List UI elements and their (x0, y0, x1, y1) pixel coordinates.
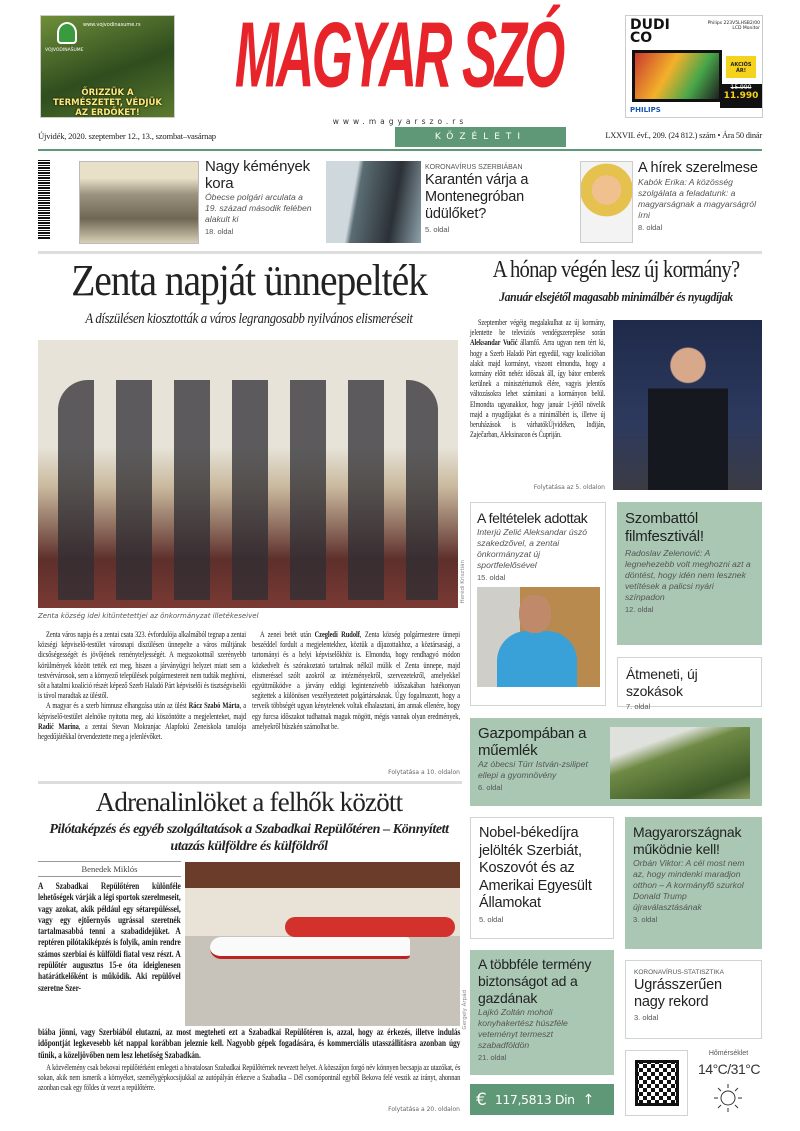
monitor-image (632, 50, 722, 102)
box-page: 7. oldal (626, 702, 651, 711)
lead-headline-text: Zenta napját ünnepelték (71, 256, 427, 305)
gov-headline[interactable] (490, 256, 741, 284)
lead-photo[interactable] (38, 340, 458, 608)
text: államfő. Arra ugyan nem tért ki, hogy a Szerb Haladó Párt egyedül, vagy koalícióban alakít majd kormányt, viszont elmondta, hogy a kormány előtt nehéz időszak áll, így bátor emberek kerülnek a minisztériumok élére, vagyis jelentős változásokra lehet számítani a kormányon belül. Elmondta ugyanakkor, hogy január 1-jétől növelik majd a nyugdíjakat és a minimálbért is, illetve új beruházások is várhatókÚjvidéken, Inđiján, Zaječarban, Aleksinacon és Ćupriján. (470, 338, 606, 440)
box-page: 6. oldal (478, 783, 503, 792)
airport-headline[interactable] (38, 786, 460, 818)
teaser-title: A hírek szerelmese (638, 160, 758, 176)
teaser-quarantine[interactable] (425, 163, 555, 235)
box-subtitle: Orbán Viktor: A cél most nem az, hogy mindenki maradjon otthon – A kormányfő szurkol Donald Trump újraválasztásának (633, 858, 745, 912)
box-nobel[interactable] (470, 817, 614, 939)
ad-maker: PHILIPS (630, 106, 661, 114)
lead-continued[interactable]: Folytatása a 10. oldalon (388, 769, 460, 776)
box-title: A feltételek adottak (477, 510, 588, 526)
barcode (38, 160, 50, 240)
teaser-kicker: KORONAVÍRUS SZERBIÁBAN (425, 164, 523, 171)
paragraph: Zenta város napja és a zentai csata 323. évfordulója alkalmából tegnap a zentai községi képviselő-testület városnapi díszülésen ünnepelte a város múltjának dicsőségességét és jövőjének reményteljességét. A megszokottnál szerényebb körülmények között tették ezt meg, hiszen a járványügyi helyzet miatt sem a testvérvárosok, sem a környező települések polgármestereit nem tudták meghívni, sőt a hatalmi koalíció részét képező Szerb Haladó Párt képviselői és tisztségviselői is távol maradtak az üléstől. (38, 630, 246, 701)
person-name: Aleksandar Vučić (470, 338, 518, 348)
gov-photo[interactable] (613, 320, 762, 490)
box-habits[interactable] (617, 657, 762, 711)
price: 11.990 (723, 91, 759, 101)
lead-subhead (63, 310, 434, 328)
airport-subhead: Pilótaképzés és egyéb szolgáltatások a Szabadkai Repülőtéren – Könnyített utazás külföldre és külföldről (49, 822, 449, 854)
divider (38, 781, 462, 784)
face (519, 595, 551, 633)
box-film[interactable] (617, 502, 762, 645)
issue-info: LXXVII. évf., 209. (24 812.) szám • Ára 50 dinár (605, 131, 762, 140)
box-covid[interactable] (625, 960, 762, 1039)
airport-lead-a: A Szabadkai Repülőtéren különféle lehetőségek várják a légi sportok szerelmeseit, vagy azokat, akik például egy sétarepüléssel, vagy egy ejtőernyős ugrással szeretnék tartalmasabbá tenni a szabadidejüket. A reptéren pilótakiképzés is folyik, amin rendre számos szerbiai és külföldi fiatal vesz részt. A repülőtér augusztus 15-e óta ideiglenesen határátkelőként is működik. Aki repülővel szeretne Szer- (38, 881, 181, 993)
teaser-image-portrait[interactable] (580, 161, 633, 243)
sun-icon (713, 1083, 743, 1113)
ad-badge: AKCIÓS ÁR! (726, 56, 756, 78)
box-subtitle: Radoslav Zelenović: A legnehezebb volt meghozni azt a döntést, hogy idén nem lesznek vetítések a palicsi nyári színpadon (625, 548, 751, 602)
ad-vojvodinasume[interactable] (40, 15, 175, 118)
teaser-subtitle: Óbecse polgári arculata a 19. század második felében alakult ki (205, 192, 312, 224)
gov-body (470, 318, 605, 440)
box-subtitle: Lajkó Zoltán moholi konyhakertész húszféle veteményt termeszt szabadföldön (478, 1007, 568, 1050)
box-hungary[interactable] (625, 817, 762, 949)
lead-caption: Zenta község idei kitüntetettjei az önkormányzat illetékeseivel (38, 612, 259, 620)
logo-text: MAGYAR SZÓ (235, 4, 563, 108)
text: A magyar és a szerb himnusz elhangzása után az ülést (46, 701, 189, 711)
box-title: Átmeneti, új szokások (626, 666, 698, 699)
divider (38, 251, 762, 254)
ad-product: Philips 223V5LHSB2/00 LCD Monitor (707, 21, 760, 31)
airport-headline-text: Adrenalinlöket a felhők között (95, 787, 403, 817)
tree-logo-icon (57, 22, 77, 44)
blue-shirt (497, 631, 577, 687)
ad-url: www.vojvodinasume.rs (83, 22, 141, 28)
lead-subhead-text: A díszülésen kiosztották a város legrangosabb nyilvános elismeréseit (85, 311, 413, 327)
box-page: 5. oldal (479, 914, 504, 924)
box-crops[interactable] (470, 950, 614, 1075)
box-page: 12. oldal (625, 605, 654, 614)
text: , a zentai Stevan Mokranjac Alapfokú Zeneiskola tanulója hegedűjátékkal örvendeztette meg a jelenlévőket. (38, 721, 247, 742)
speaker-figure (648, 345, 728, 490)
masthead-rule (38, 149, 762, 151)
paragraph (252, 630, 460, 732)
box-page: 15. oldal (477, 573, 506, 582)
people-silhouettes (58, 380, 438, 600)
dateline: Újvidék, 2020. szeptember 12., 13., szombat–vasárnap (38, 131, 216, 141)
person-name: Rácz Szabó Márta (188, 701, 240, 711)
teaser-chimneys[interactable] (205, 158, 317, 237)
paragraph (38, 701, 246, 742)
gov-subhead (485, 289, 748, 305)
gov-continued[interactable]: Folytatása az 5. oldalon (533, 484, 605, 491)
box-title: Szombattól filmfesztivál! (625, 510, 704, 545)
box-kicker: KORONAVÍRUS-STATISZTIKA (634, 969, 724, 976)
box-weeds[interactable] (470, 718, 762, 806)
teaser-page: 5. oldal (425, 225, 450, 234)
ad-brand: DUDICO (630, 17, 670, 46)
old-price: 15.990 (730, 84, 752, 91)
person-name: Radić Marina (38, 721, 79, 731)
weather-temps: 14°C/31°C (698, 1061, 760, 1077)
airport-lead-b: biába jönni, vagy Szerbiából elutazni, az most megteheti ezt a Szabadkai Repülőtéren is, azzal, hogy az érkezés, illetve indulás időpontját legkevesebb két nappal korábban jeleznie kell. Nagyobb gépek fogadására, és kommerciális utasszállításra azonban úgy tűnik, a közeljövőben nem lesz lehetőség Szabadkán. (38, 1027, 461, 1060)
byline: Benedek Miklós (38, 861, 181, 877)
photo-credit: Gergely Árpád (462, 990, 468, 1030)
box-title: Gazpompában a műemlék (478, 725, 587, 759)
ad-slogan: ŐRIZZÜK A TERMÉSZETET, VÉDJÜK AZ ERDŐKET! (53, 88, 162, 118)
box-title: A többféle termény biztonságot ad a gazdának (478, 956, 592, 1006)
lead-headline[interactable] (59, 256, 439, 306)
gov-headline-text: A hónap végén lesz új kormány? (492, 257, 740, 283)
tagline-bar: KÖZÉLETI NAPILAP (395, 127, 566, 147)
qr-pattern (635, 1060, 679, 1106)
swim-coach-photo (477, 587, 600, 687)
gov-subhead-text: Január elsejétől magasabb minimálbér és nyugdíjak (499, 289, 733, 304)
ad-dudico-monitor[interactable] (625, 15, 763, 118)
box-subtitle: Interjú Zelić Aleksandar úszó szakedzővel, a zentai önkormányzat új sportfelelősével (477, 527, 588, 570)
teaser-title: Karantén várja a Montenegróban üdülőket? (425, 172, 529, 222)
teaser-page: 8. oldal (638, 223, 663, 232)
euro-icon: € (476, 1089, 487, 1110)
teaser-page: 18. oldal (205, 227, 234, 236)
text: A zenei betét után (260, 630, 315, 639)
airport-continued[interactable]: Folytatása a 20. oldalon (388, 1106, 460, 1113)
text: , Zenta község polgármestere ünnepi beszéddel fordult a megjelentekhez, köztük a díjazottakhoz, a köztársasági, a tartományi és a helyi képviselőkhöz is. Elmondta, hogy rendhagyó módon közkedvelt és szórakoztató tartalmak nélkül múlik el Zenta ünnepe, majd elismeréssel szólt azokról az intézményekről, szervezetekről, amelyekkel együttműködve a járvány eddigi legintenzívebb időszakában hatékonyan segítettek a különösen veszélyeztetett polgártársaknak. Úgy fogalmazott, hogy a terveik többségét ugyan kénytelenek voltak elhalasztani, ám annak ellenére, hogy egy furcsa időszakot tudhatnak maguk mögött, mégis vannak olyan eredmények, amelyekről büszkén számolhat be. (252, 630, 461, 731)
exchange-rate-bar (470, 1084, 614, 1115)
person-name: Czegledi Rudolf (314, 630, 360, 639)
site-url[interactable]: www.magyarszo.rs (332, 117, 468, 126)
text: , a képviselő-testület alelnöke nyitotta meg, aki köszöntötte a megjelenteket, majd (38, 701, 247, 721)
masthead-logo[interactable] (213, 4, 585, 110)
teaser-image-quarantine[interactable] (326, 161, 421, 243)
white-plane (210, 937, 410, 959)
weather-label: Hőmérséklet (708, 1050, 749, 1057)
airport-photo[interactable] (185, 862, 460, 1026)
text: Szeptember végéig megalakulhat az új kormány, jelentette be televíziós vendégszereplése során (470, 318, 606, 338)
box-title: Magyarországnak működnie kell! (633, 824, 742, 857)
lead-column-1 (38, 630, 246, 742)
red-plane (285, 917, 455, 937)
box-subtitle: Az óbecsi Türr István-zsilipet ellepi a gyomnövény (478, 759, 588, 780)
teaser-image-chimneys[interactable] (79, 161, 199, 244)
photo-credit: Herédi Krisztián (460, 560, 466, 604)
price-tag (720, 84, 762, 108)
airport-body: A közvélemény csak bekovai repülőtérként emlegeti a hivatalosan Szabadkai Repülőtérnek nevezett helyet. A közszájon forgó név könnyen becsapja az utazókat, és sokan, akik nem ismerik a környéket, személygépkocsijukkal az autópályán érkezve a Szabadka – Dél csomópontnál egyből Bekova felé veszik az irányt, ahonnan azonban csak egy földes út vezet a repülőtérre. (38, 1063, 461, 1093)
teaser-subtitle: Kabók Erika: A közösség szolgálata a feladatunk: a magyarságnak a magyarságról írni (638, 177, 756, 220)
ad-brand: VOJVODINAŠUME (45, 48, 84, 53)
box-page: 21. oldal (478, 1053, 507, 1062)
exchange-rate: 117,5813 Din (494, 1092, 575, 1107)
box-page: 3. oldal (633, 915, 658, 924)
teaser-news-lover[interactable] (638, 160, 762, 233)
box-swim[interactable] (470, 502, 606, 706)
qr-code[interactable] (625, 1050, 688, 1116)
box-page: 3. oldal (634, 1013, 659, 1022)
box-title: Nobel-békedíjra jelölték Szerbiát, Koszovót és az Amerikai Egyesült Államokat (479, 825, 592, 911)
arrow-up-icon: ↑ (582, 1091, 595, 1108)
weeds-photo (610, 727, 750, 799)
teaser-title: Nagy kémények kora (205, 158, 310, 192)
box-title: Ugrásszerűen nagy rekord (634, 977, 722, 1010)
lead-column-2 (252, 630, 460, 732)
